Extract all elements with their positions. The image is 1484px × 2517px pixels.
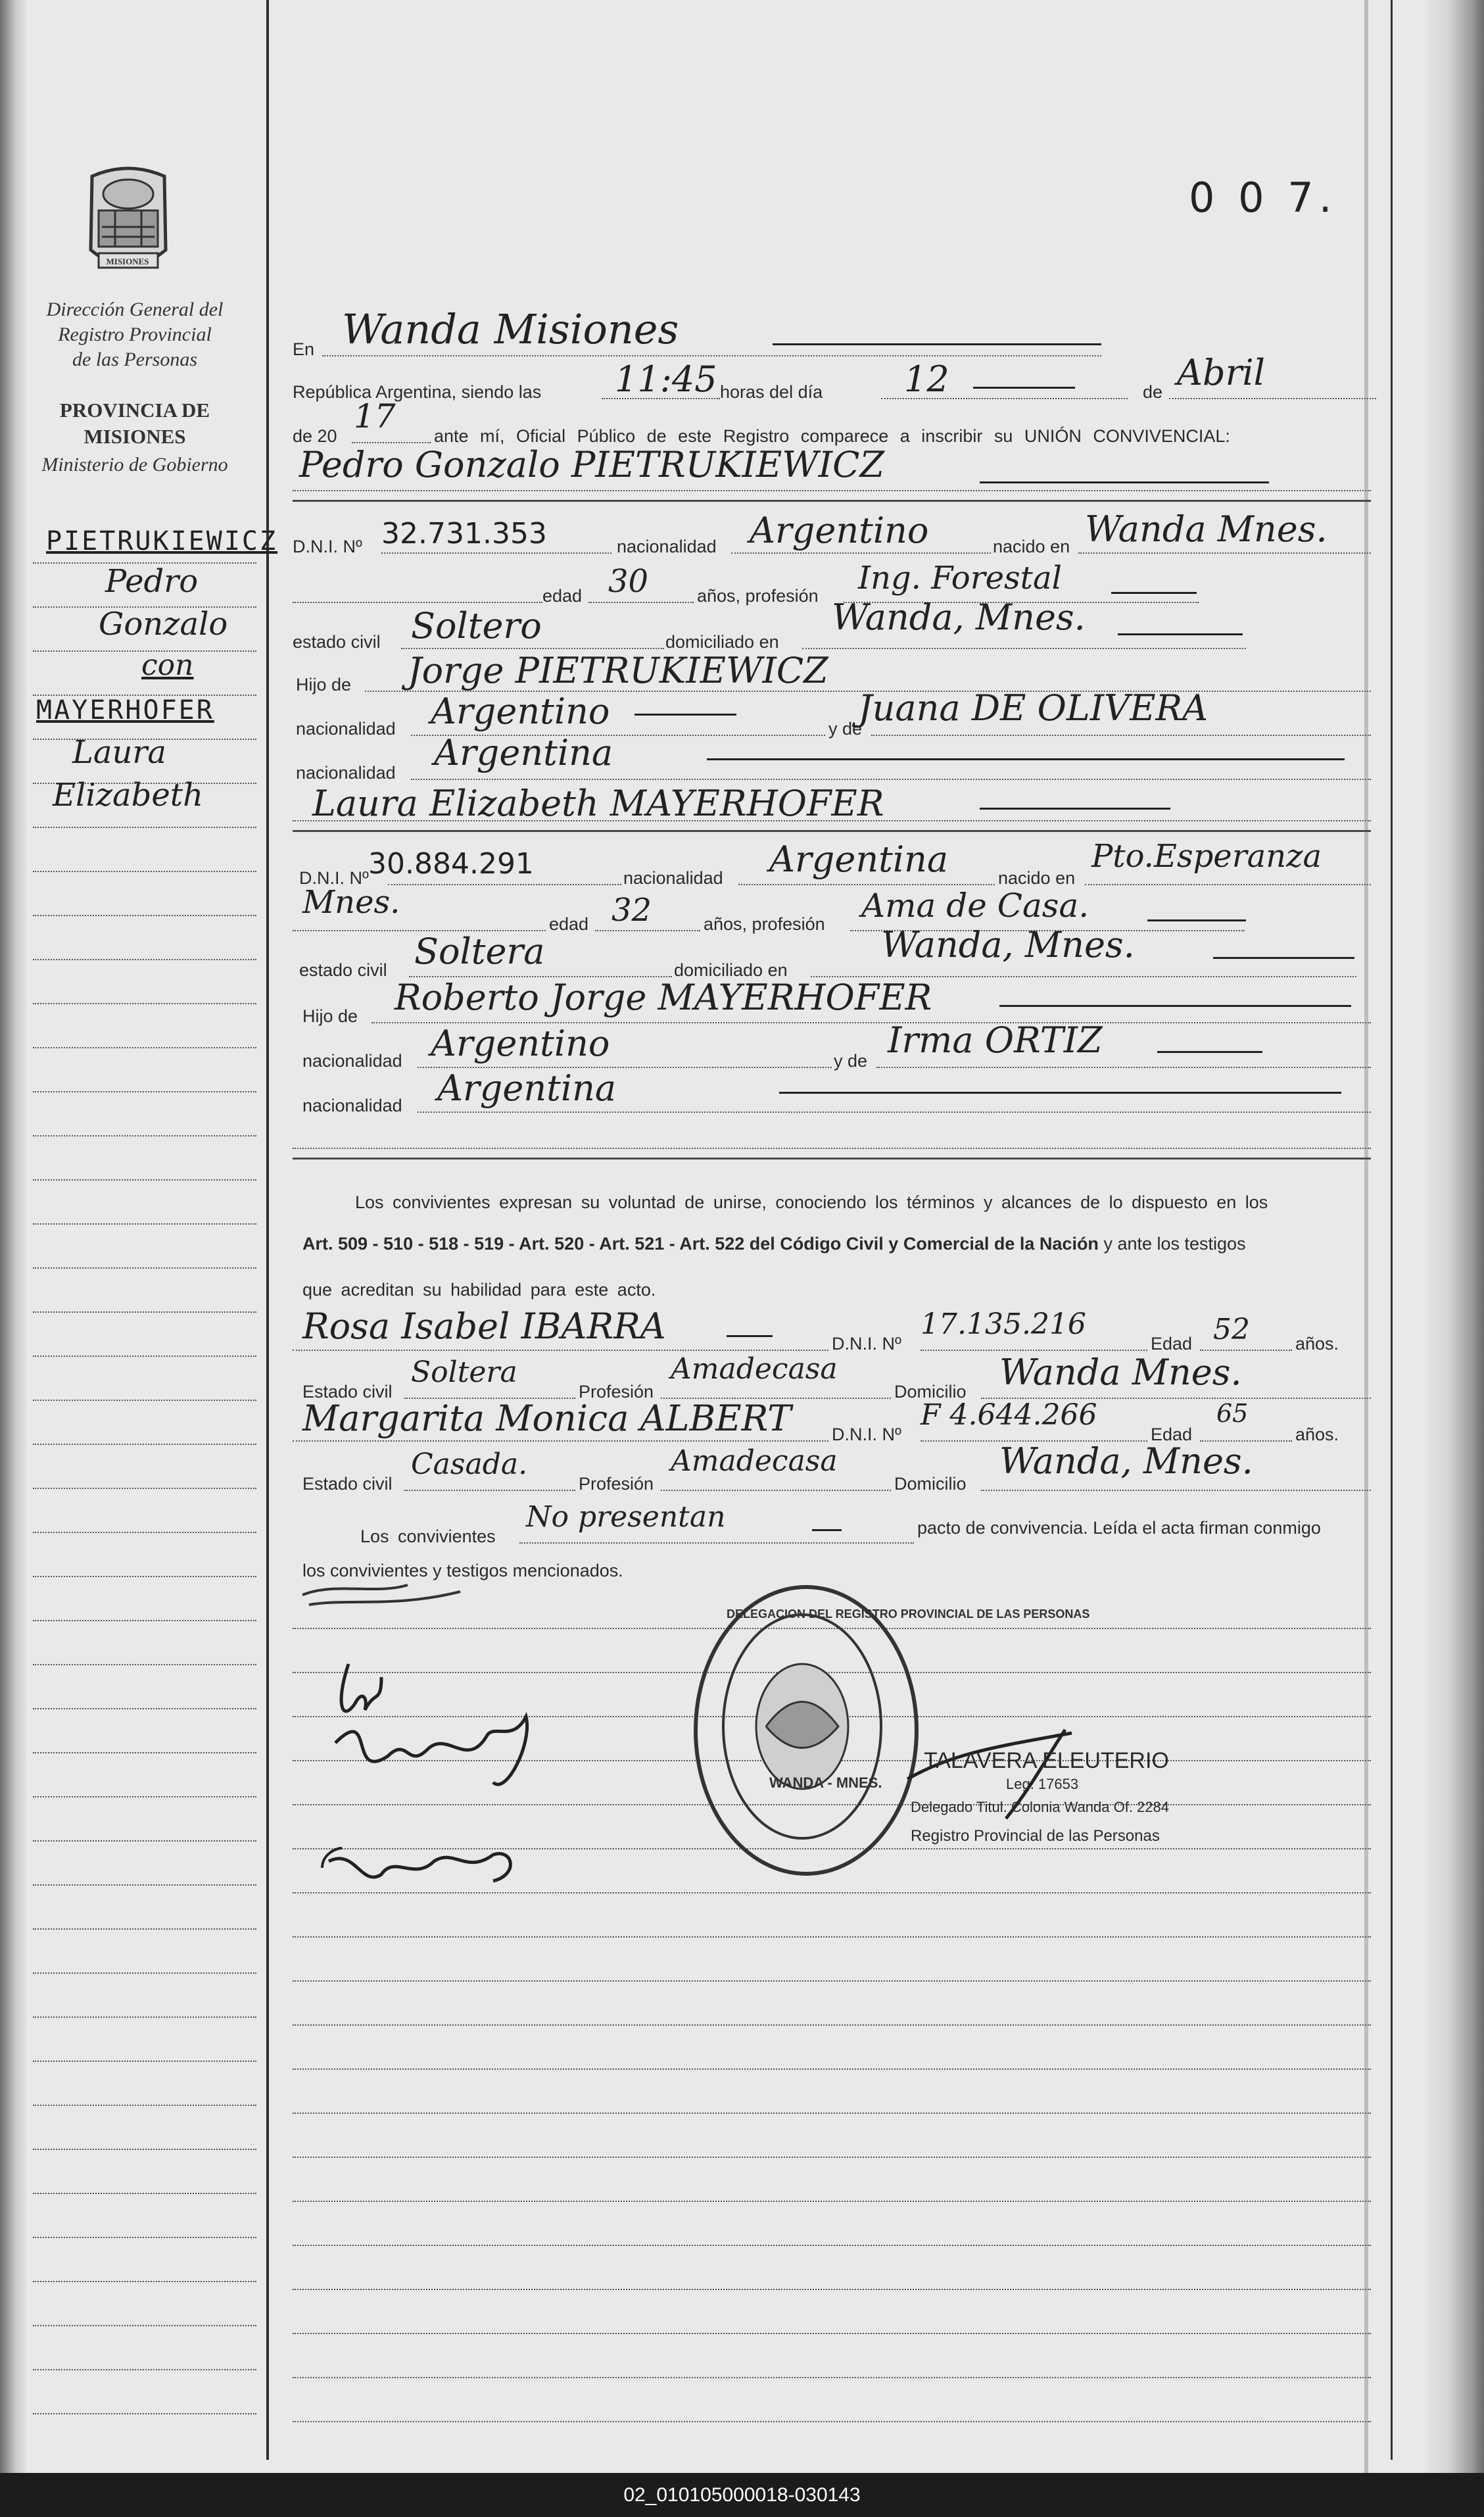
sidebar-ruled-line: [33, 2193, 256, 2194]
pact-line-2: los convivientes y testigos mencionados.: [302, 1561, 623, 1580]
sidebar-ruled-line: [33, 1003, 256, 1004]
person1-nacionalidad-value: Argentino: [750, 510, 929, 551]
month-value: Abril: [1177, 352, 1265, 393]
witness1-edad-value: 52: [1213, 1313, 1250, 1346]
person2-dni-value: 30.884.291: [368, 847, 534, 881]
person1-madre-nac-value: Argentina: [434, 732, 613, 773]
intro-text: ante mí, Oficial Público de este Registro comparece a inscribir su UNIÓN CONVIVENCIAL:: [434, 426, 1230, 446]
sidebar-ruled-line: [33, 1488, 256, 1489]
sidebar-ruled-line: [33, 1091, 256, 1092]
witness1-dni-value: 17.135.216: [921, 1307, 1086, 1341]
witness1-domicilio-label: Domicilio: [894, 1382, 967, 1402]
witness2-dni-value: F 4.644.266: [921, 1398, 1097, 1432]
ruled-line: [293, 2245, 1371, 2246]
ministry: Ministerio de Gobierno: [41, 454, 228, 476]
margin-note-name-1a: Pedro: [105, 563, 199, 600]
person2-profesion-label: años, profesión: [704, 914, 825, 934]
declaration-line-2: Art. 509 - 510 - 518 - 519 - Art. 520 - Art. 521 - Art. 522 del Código Civil y Comercial de la Nación y ante los testigos: [302, 1234, 1246, 1254]
page-edge-shadow: [1425, 0, 1484, 2473]
province-line-1: PROVINCIA DE: [59, 399, 210, 422]
ruled-line: [293, 2068, 1371, 2070]
person2-edad-label: edad: [549, 914, 589, 934]
person1-edad-value: 30: [608, 563, 649, 600]
person2-padre-value: Roberto Jorge MAYERHOFER: [395, 977, 932, 1018]
sidebar-ruled-line: [33, 1928, 256, 1930]
sidebar-ruled-line: [33, 959, 256, 960]
person1-padre-nac-label: nacionalidad: [296, 719, 396, 739]
person2-estado-label: estado civil: [299, 960, 387, 980]
margin-note-surname-2: MAYERHOFER: [36, 695, 214, 725]
person1-hijo-label: Hijo de: [296, 675, 352, 695]
margin-note-name-2a: Laura: [72, 734, 166, 771]
sidebar-ruled-line: [33, 1400, 256, 1401]
sidebar-ruled-line: [33, 2325, 256, 2326]
person1-domicilio-label: domiciliado en: [665, 632, 779, 652]
time-value: 11:45: [615, 358, 717, 400]
stamp-inner-text: WANDA - MNES.: [769, 1774, 882, 1791]
person2-name: Laura Elizabeth MAYERHOFER: [312, 783, 884, 824]
person2-hijo-label: Hijo de: [302, 1006, 358, 1026]
sidebar-ruled-line: [33, 2061, 256, 2062]
margin-note-surname-1: PIETRUKIEWICZ: [46, 526, 278, 556]
witness2-anos-label: años.: [1295, 1425, 1339, 1444]
sidebar-ruled-line: [33, 1576, 256, 1577]
province-line-2: MISIONES: [84, 425, 186, 448]
ruled-line: [293, 2289, 1371, 2290]
person2-nacido-label: nacido en: [998, 868, 1076, 888]
republica-label: República Argentina, siendo las: [293, 382, 542, 402]
sidebar-ruled-line: [33, 2016, 256, 2018]
de-20-label: de 20: [293, 426, 337, 446]
person2-padre-nac-value: Argentino: [431, 1023, 610, 1064]
en-label: En: [293, 339, 315, 359]
official-role: Delegado Titul. Colonia Wanda Of. 2284: [911, 1799, 1169, 1815]
ruled-line: [293, 1980, 1371, 1982]
pact-value: No presentan: [526, 1500, 726, 1534]
sidebar-ruled-line: [33, 2281, 256, 2282]
person1-profesion-value: Ing. Forestal: [858, 560, 1062, 597]
person1-dni-label: D.N.I. Nº: [293, 537, 362, 556]
institution-line-2: Registro Provincial: [58, 324, 212, 345]
person1-domicilio-value: Wanda, Mnes.: [832, 597, 1086, 638]
year-suffix-value: 17: [354, 397, 396, 435]
person2-nacionalidad-label: nacionalidad: [623, 868, 723, 888]
witness2-edad-label: Edad: [1151, 1425, 1193, 1444]
right-border-line: [1391, 0, 1393, 2460]
witness1-profesion-value: Amadecasa: [671, 1352, 838, 1386]
person1-madre-nac-label: nacionalidad: [296, 763, 396, 783]
sidebar-ruled-line: [33, 1179, 256, 1181]
person2-madre-value: Irma ORTIZ: [888, 1019, 1103, 1061]
official-seal-stamp-icon: [694, 1585, 919, 1876]
institution-line-3: de las Personas: [72, 349, 197, 370]
person2-dni-label: D.N.I. Nº: [299, 868, 369, 888]
sidebar-ruled-line: [33, 1884, 256, 1886]
margin-note-name-2b: Elizabeth: [53, 777, 203, 814]
witness1-anos-label: años.: [1295, 1334, 1339, 1354]
witness2-edad-value: 65: [1216, 1399, 1249, 1428]
witness2-domicilio-label: Domicilio: [894, 1474, 967, 1494]
sidebar-ruled-line: [33, 2413, 256, 2414]
de-label: de: [1143, 382, 1163, 402]
ruled-line: [293, 2024, 1371, 2026]
sidebar-ruled-line: [33, 1796, 256, 1797]
document-footer-code: 02_010105000018-030143: [0, 2473, 1484, 2517]
person2-estado-value: Soltera: [414, 931, 545, 972]
person2-profesion-value: Ama de Casa.: [861, 887, 1089, 925]
witness2-profesion-value: Amadecasa: [671, 1444, 838, 1478]
ruled-line: [293, 2113, 1371, 2114]
witness1-estado-value: Soltera: [411, 1356, 517, 1389]
person1-estado-label: estado civil: [293, 632, 381, 652]
margin-note-con: con: [141, 648, 194, 682]
sidebar-ruled-line: [33, 2237, 256, 2238]
sidebar-ruled-line: [33, 1972, 256, 1974]
person1-nacido-value: Wanda Mnes.: [1085, 508, 1328, 550]
person2-edad-value: 32: [611, 892, 652, 929]
witness2-estado-label: Estado civil: [302, 1474, 393, 1494]
witness2-dni-label: D.N.I. Nº: [832, 1425, 901, 1444]
ruled-line: [293, 2377, 1371, 2378]
person2-nacionalidad-value: Argentina: [769, 839, 949, 880]
person2-y-de-label: y de: [834, 1051, 868, 1071]
sidebar-ruled-line: [33, 1532, 256, 1533]
person2-domicilio-value: Wanda, Mnes.: [881, 924, 1135, 965]
day-value: 12: [904, 358, 949, 400]
sidebar-ruled-line: [33, 1135, 256, 1136]
ruled-line: [293, 2333, 1371, 2334]
person2-padre-nac-label: nacionalidad: [302, 1051, 402, 1071]
person1-dni-value: 32.731.353: [381, 517, 547, 550]
sidebar-ruled-line: [33, 2149, 256, 2150]
stamp-ring-text: DELEGACION DEL REGISTRO PROVINCIAL DE LAS PERSONAS: [727, 1607, 1090, 1621]
person1-name: Pedro Gonzalo PIETRUKIEWICZ: [299, 444, 884, 485]
official-office: Registro Provincial de las Personas: [911, 1827, 1160, 1845]
sidebar-ruled-line: [33, 1047, 256, 1048]
place-value: Wanda Misiones: [342, 305, 679, 353]
sidebar-ruled-line: [33, 871, 256, 872]
witness1-profesion-label: Profesión: [579, 1382, 654, 1402]
declaration-line-3: que acreditan su habilidad para este acto.: [302, 1280, 656, 1300]
ruled-line: [293, 2201, 1371, 2202]
person2-nacido-value: Pto.Esperanza: [1091, 838, 1322, 875]
person1-estado-value: Soltero: [411, 605, 542, 647]
witness1-dni-label: D.N.I. Nº: [832, 1334, 901, 1354]
sidebar-ruled-line: [33, 1267, 256, 1269]
sidebar-ruled-line: [33, 827, 256, 828]
pact-suffix: pacto de convivencia. Leída el acta firman conmigo: [917, 1518, 1321, 1538]
sidebar-ruled-line: [33, 1356, 256, 1357]
sidebar-ruled-line: [33, 1620, 256, 1621]
witness1-name: Rosa Isabel IBARRA: [302, 1306, 666, 1347]
pact-prefix: Los convivientes: [360, 1527, 496, 1546]
institution-line-1: Dirección General del: [46, 299, 224, 320]
margin-note-name-1b: Gonzalo: [99, 606, 228, 643]
ruled-line: [293, 2157, 1371, 2158]
sidebar-ruled-line: [33, 1752, 256, 1753]
person2-domicilio-label: domiciliado en: [674, 960, 788, 980]
person2-nacido-cont-value: Mnes.: [302, 884, 400, 921]
page-number: 0 0 7.: [1189, 174, 1337, 222]
person2-madre-nac-value: Argentina: [437, 1067, 617, 1109]
sidebar-ruled-line: [33, 1664, 256, 1665]
person1-madre-value: Juana DE OLIVERA: [858, 687, 1209, 729]
official-name: TALAVERA ELEUTERIO: [924, 1748, 1169, 1773]
person1-edad-label: edad: [542, 586, 583, 606]
person2-madre-nac-label: nacionalidad: [302, 1096, 402, 1115]
witness2-estado-value: Casada.: [411, 1448, 528, 1481]
person1-padre-nac-value: Argentino: [431, 691, 610, 732]
page-edge-line: [1364, 0, 1368, 2473]
sidebar-ruled-line: [33, 2105, 256, 2106]
witness1-edad-label: Edad: [1151, 1334, 1193, 1354]
sidebar-ruled-line: [33, 1223, 256, 1225]
person1-profesion-label: años, profesión: [697, 586, 819, 606]
person1-nacionalidad-label: nacionalidad: [617, 537, 717, 556]
person1-y-de-label: y de: [828, 719, 863, 739]
ruled-line: [293, 2421, 1371, 2422]
person1-nacido-label: nacido en: [993, 537, 1070, 556]
ruled-line: [293, 1936, 1371, 1938]
person1-padre-value: Jorge PIETRUKIEWICZ: [408, 650, 828, 691]
witness1-estado-label: Estado civil: [302, 1382, 393, 1402]
logo-caption: MISIONES: [106, 257, 149, 266]
sidebar-ruled-line: [33, 1311, 256, 1313]
horas-label: horas del día: [720, 382, 823, 402]
witness1-domicilio-value: Wanda Mnes.: [999, 1352, 1242, 1393]
witness2-name: Margarita Monica ALBERT: [302, 1398, 792, 1439]
official-leg: Leg. 17653: [1006, 1776, 1079, 1792]
witness2-domicilio-value: Wanda, Mnes.: [999, 1440, 1253, 1482]
sidebar-ruled-line: [33, 1444, 256, 1445]
signatures-icon: [296, 1572, 638, 1914]
sidebar-ruled-line: [33, 1708, 256, 1709]
sidebar-ruled-line: [33, 2369, 256, 2370]
margin-divider-line: [266, 0, 269, 2460]
sidebar-ruled-line: [33, 915, 256, 916]
sidebar-ruled-line: [33, 1840, 256, 1842]
witness2-profesion-label: Profesión: [579, 1474, 654, 1494]
declaration-line-1: Los convivientes expresan su voluntad de unirse, conociendo los términos y alcances de lo dispuesto en los: [355, 1192, 1268, 1212]
